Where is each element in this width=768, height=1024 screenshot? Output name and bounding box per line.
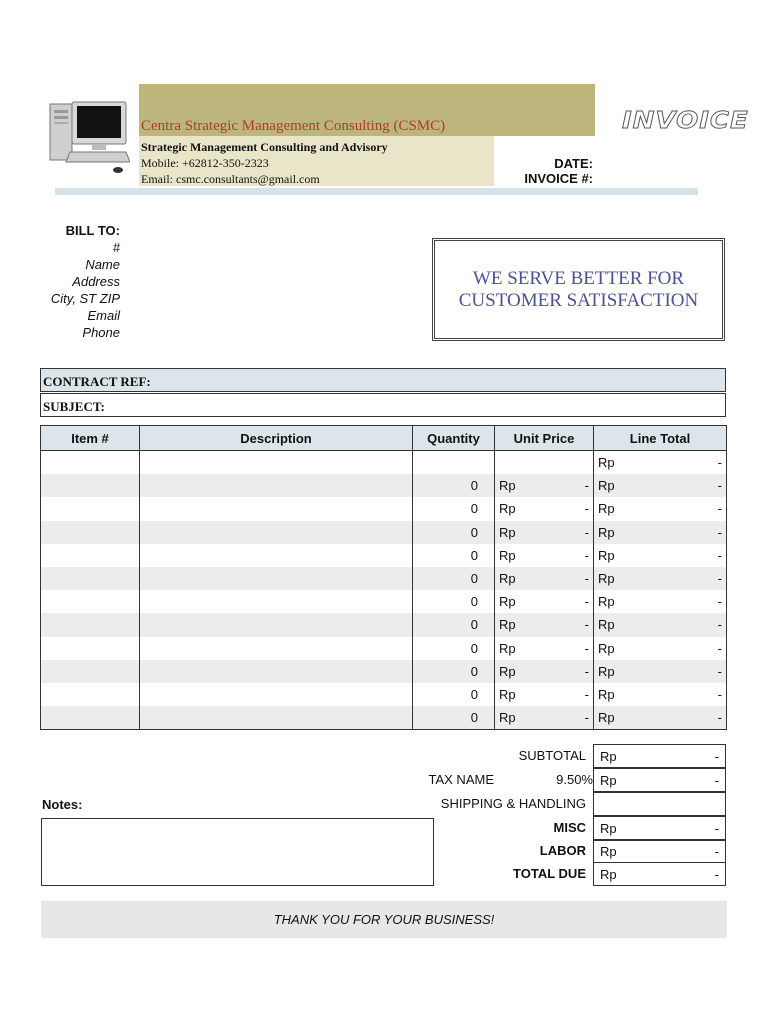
unit-price-cell[interactable] xyxy=(495,497,594,520)
table-row xyxy=(41,544,727,567)
item-cell[interactable] xyxy=(41,521,140,544)
table-row xyxy=(41,637,727,660)
description-cell[interactable] xyxy=(140,706,413,730)
col-header-unit-price: Unit Price xyxy=(495,426,594,451)
misc-cell[interactable] xyxy=(593,816,726,840)
currency: Rp xyxy=(499,547,516,563)
item-cell[interactable] xyxy=(41,590,140,613)
line-total-cell[interactable] xyxy=(594,474,727,497)
currency: Rp xyxy=(598,455,615,471)
description-cell[interactable] xyxy=(140,590,413,613)
line-total-cell[interactable] xyxy=(594,613,727,636)
quantity-cell[interactable]: 0 xyxy=(413,706,495,730)
quantity-cell[interactable]: 0 xyxy=(413,683,495,706)
description-cell[interactable] xyxy=(140,613,413,636)
bill-to-city: City, ST ZIP xyxy=(50,291,120,306)
amount: - xyxy=(714,866,719,882)
currency: Rp xyxy=(499,571,516,587)
slogan-line-1: WE SERVE BETTER FOR xyxy=(472,267,685,289)
tax-cell[interactable] xyxy=(593,768,726,792)
invoice-title: INVOICE xyxy=(622,107,749,135)
labor-cell[interactable] xyxy=(593,840,726,863)
invoice-number-label: INVOICE #: xyxy=(524,171,593,186)
line-total-cell[interactable] xyxy=(594,637,727,660)
company-tagline: Strategic Management Consulting and Advisory xyxy=(141,140,388,154)
line-total-cell[interactable] xyxy=(594,683,727,706)
item-cell[interactable] xyxy=(41,497,140,520)
line-total-cell[interactable] xyxy=(594,497,727,520)
unit-price-cell[interactable] xyxy=(495,660,594,683)
amount: - xyxy=(717,617,722,633)
unit-price-cell[interactable] xyxy=(495,521,594,544)
amount: - xyxy=(717,710,722,726)
currency: Rp xyxy=(598,686,615,702)
amount: - xyxy=(584,547,589,563)
amount: - xyxy=(717,594,722,610)
quantity-cell[interactable]: 0 xyxy=(413,567,495,590)
bill-to-phone: Phone xyxy=(82,325,120,340)
table-row xyxy=(41,451,727,475)
amount: - xyxy=(717,455,722,471)
currency: Rp xyxy=(598,617,615,633)
line-items-table xyxy=(40,425,727,730)
shipping-label: SHIPPING & HANDLING xyxy=(440,796,586,811)
bill-to-name: Name xyxy=(85,257,120,272)
currency: Rp xyxy=(499,478,516,494)
total-due-cell[interactable] xyxy=(593,862,726,886)
currency: Rp xyxy=(499,594,516,610)
misc-label: MISC xyxy=(553,820,586,835)
col-header-item: Item # xyxy=(41,426,140,451)
line-total-cell[interactable] xyxy=(594,544,727,567)
amount: - xyxy=(584,478,589,494)
col-header-description: Description xyxy=(140,426,413,451)
subtotal-label: SUBTOTAL xyxy=(518,748,586,763)
notes-box[interactable] xyxy=(41,818,434,886)
shipping-cell[interactable] xyxy=(593,792,726,816)
table-row xyxy=(41,497,727,520)
amount: - xyxy=(714,748,719,764)
description-cell[interactable] xyxy=(140,567,413,590)
quantity-cell[interactable]: 0 xyxy=(413,590,495,613)
currency: Rp xyxy=(600,844,617,859)
amount: - xyxy=(584,617,589,633)
amount: - xyxy=(584,571,589,587)
description-cell[interactable] xyxy=(140,637,413,660)
item-cell[interactable] xyxy=(41,683,140,706)
description-cell[interactable] xyxy=(140,660,413,683)
quantity-cell[interactable] xyxy=(413,451,495,475)
unit-price-cell[interactable] xyxy=(495,613,594,636)
quantity-cell[interactable]: 0 xyxy=(413,474,495,497)
currency: Rp xyxy=(600,772,617,788)
line-total-cell[interactable] xyxy=(594,590,727,613)
currency: Rp xyxy=(499,524,516,540)
bill-to-heading: BILL TO: xyxy=(65,223,120,238)
item-cell[interactable] xyxy=(41,613,140,636)
table-row xyxy=(41,590,727,613)
line-total-cell[interactable] xyxy=(594,660,727,683)
currency: Rp xyxy=(499,710,516,726)
unit-price-cell[interactable] xyxy=(495,590,594,613)
amount: - xyxy=(714,844,719,859)
col-header-line-total: Line Total xyxy=(594,426,727,451)
currency: Rp xyxy=(598,478,615,494)
bill-to-number: # xyxy=(112,240,120,255)
quantity-cell[interactable]: 0 xyxy=(413,497,495,520)
item-cell[interactable] xyxy=(41,451,140,475)
currency: Rp xyxy=(600,820,617,836)
line-total-cell[interactable] xyxy=(594,521,727,544)
tax-label: TAX NAME xyxy=(428,772,494,787)
subject-label: SUBJECT: xyxy=(43,399,105,414)
description-cell[interactable] xyxy=(140,683,413,706)
description-cell[interactable] xyxy=(140,451,413,475)
subtotal-cell[interactable] xyxy=(593,744,726,768)
amount: - xyxy=(714,820,719,836)
quantity-cell[interactable]: 0 xyxy=(413,613,495,636)
amount: - xyxy=(584,501,589,517)
col-header-quantity: Quantity xyxy=(413,426,495,451)
notes-label: Notes: xyxy=(42,797,83,812)
labor-label: LABOR xyxy=(539,843,586,858)
table-row xyxy=(41,613,727,636)
item-cell[interactable] xyxy=(41,637,140,660)
currency: Rp xyxy=(598,571,615,587)
amount: - xyxy=(717,524,722,540)
currency: Rp xyxy=(499,501,516,517)
currency: Rp xyxy=(499,686,516,702)
amount: - xyxy=(717,663,722,679)
contract-ref-label: CONTRACT REF: xyxy=(43,374,151,389)
amount: - xyxy=(717,686,722,702)
thank-you-text: THANK YOU FOR YOUR BUSINESS! xyxy=(273,912,495,927)
description-cell[interactable] xyxy=(140,497,413,520)
amount: - xyxy=(584,640,589,656)
currency: Rp xyxy=(499,617,516,633)
tax-rate[interactable]: 9.50% xyxy=(556,772,593,787)
line-total-cell[interactable] xyxy=(594,451,727,475)
line-total-cell[interactable] xyxy=(594,567,727,590)
currency: Rp xyxy=(598,524,615,540)
item-cell[interactable] xyxy=(41,474,140,497)
description-cell[interactable] xyxy=(140,521,413,544)
slogan-line-2: CUSTOMER SATISFACTION xyxy=(458,289,699,311)
bill-to-address: Address xyxy=(72,274,120,289)
quantity-cell[interactable]: 0 xyxy=(413,637,495,660)
header-divider xyxy=(55,188,698,195)
amount: - xyxy=(714,772,719,788)
amount: - xyxy=(584,686,589,702)
currency: Rp xyxy=(600,866,617,882)
total-due-label: TOTAL DUE xyxy=(513,866,586,881)
unit-price-cell[interactable] xyxy=(495,637,594,660)
date-label: DATE: xyxy=(554,156,593,171)
description-cell[interactable] xyxy=(140,474,413,497)
currency: Rp xyxy=(598,501,615,517)
unit-price-cell[interactable] xyxy=(495,706,594,730)
table-row xyxy=(41,660,727,683)
company-email: Email: csmc.consultants@gmail.com xyxy=(141,172,320,186)
line-total-cell[interactable] xyxy=(594,706,727,730)
quantity-cell[interactable]: 0 xyxy=(413,521,495,544)
table-row xyxy=(41,706,727,730)
table-row xyxy=(41,521,727,544)
subject-row[interactable] xyxy=(40,393,726,417)
thank-you-footer xyxy=(41,901,727,938)
currency: Rp xyxy=(598,710,615,726)
table-row xyxy=(41,567,727,590)
item-cell[interactable] xyxy=(41,706,140,730)
slogan-box xyxy=(432,238,725,341)
currency: Rp xyxy=(598,640,615,656)
amount: - xyxy=(584,663,589,679)
company-name: Centra Strategic Management Consulting (CSMC) xyxy=(141,118,446,134)
unit-price-cell[interactable] xyxy=(495,544,594,567)
amount: - xyxy=(717,478,722,494)
currency: Rp xyxy=(598,594,615,610)
amount: - xyxy=(717,501,722,517)
amount: - xyxy=(717,547,722,563)
unit-price-cell[interactable] xyxy=(495,474,594,497)
amount: - xyxy=(717,571,722,587)
currency: Rp xyxy=(598,547,615,563)
table-row xyxy=(41,683,727,706)
unit-price-cell[interactable] xyxy=(495,683,594,706)
item-cell[interactable] xyxy=(41,660,140,683)
currency: Rp xyxy=(499,663,516,679)
currency: Rp xyxy=(499,640,516,656)
amount: - xyxy=(584,524,589,540)
currency: Rp xyxy=(600,748,617,764)
computer-icon xyxy=(46,100,130,178)
unit-price-cell[interactable] xyxy=(495,567,594,590)
table-row xyxy=(41,474,727,497)
quantity-cell[interactable]: 0 xyxy=(413,544,495,567)
item-cell[interactable] xyxy=(41,567,140,590)
currency: Rp xyxy=(598,663,615,679)
contract-ref-row[interactable] xyxy=(40,368,726,392)
description-cell[interactable] xyxy=(140,544,413,567)
quantity-cell[interactable]: 0 xyxy=(413,660,495,683)
amount: - xyxy=(584,710,589,726)
item-cell[interactable] xyxy=(41,544,140,567)
amount: - xyxy=(584,594,589,610)
table-header-row xyxy=(41,426,727,451)
company-mobile: Mobile: +62812-350-2323 xyxy=(141,156,269,170)
unit-price-cell[interactable] xyxy=(495,451,594,475)
bill-to-email: Email xyxy=(87,308,120,323)
amount: - xyxy=(717,640,722,656)
